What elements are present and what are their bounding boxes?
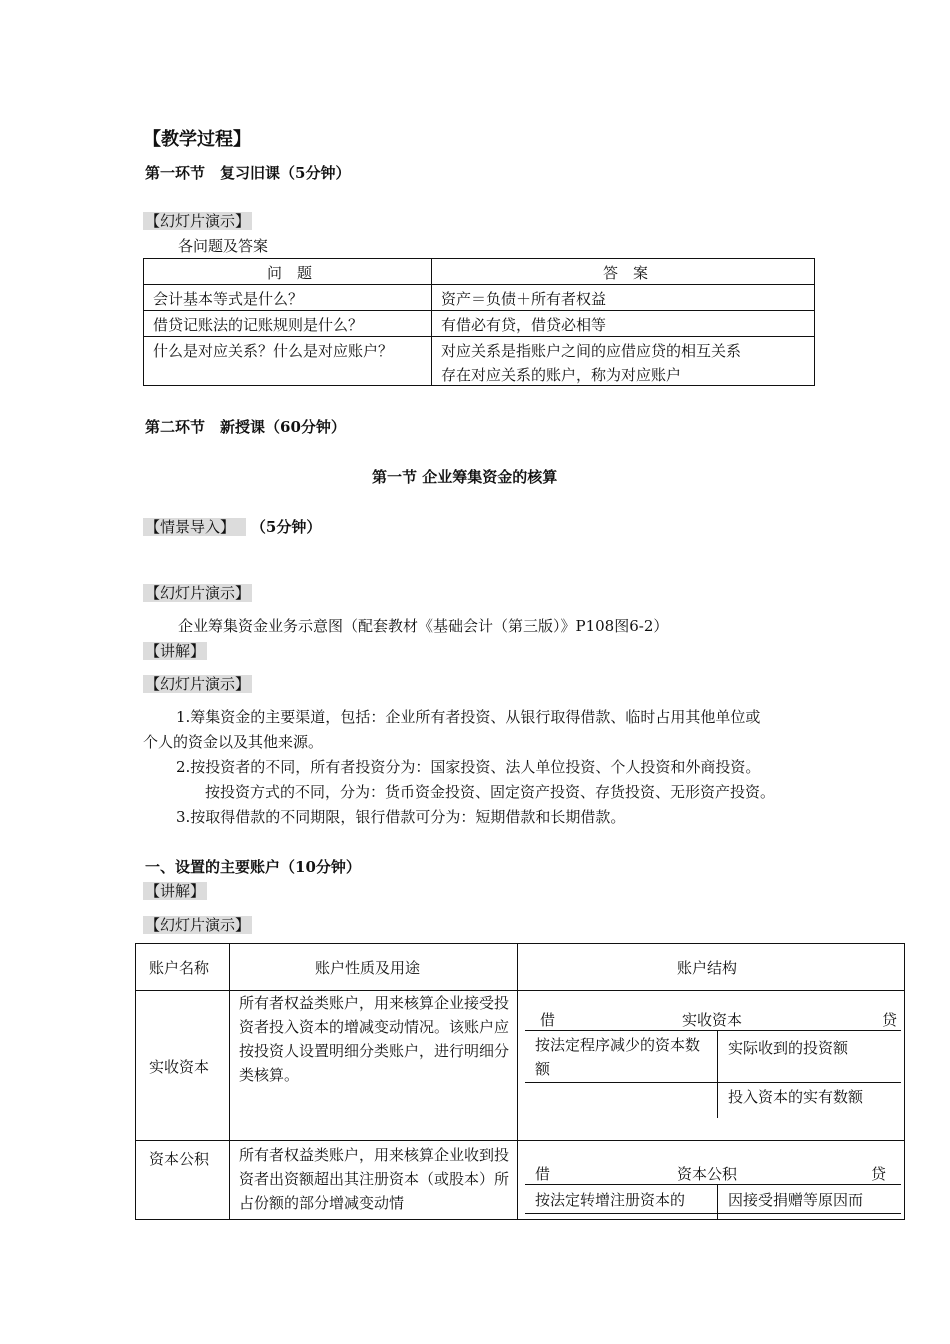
section-heading-review: 第一环节 复习旧课（5分钟） [145, 164, 351, 182]
explain-tag: 【讲解】 [145, 882, 206, 900]
account-name: 资本公积 [149, 1150, 210, 1168]
table-cell: 资产＝负债＋所有者权益 [441, 290, 607, 308]
t-account-balance: 投入资本的实有数额 [728, 1088, 864, 1106]
t-account [525, 1161, 901, 1219]
point-line: 1.筹集资金的主要渠道，包括：企业所有者投资、从银行取得借款、临时占用其他单位或 [176, 708, 761, 726]
table-header-structure: 账户结构 [677, 959, 738, 977]
table-cell: 借贷记账法的记账规则是什么？ [153, 316, 364, 334]
t-account-credit-label: 贷 [882, 1011, 898, 1029]
t-account-debit-label: 借 [535, 1165, 551, 1183]
table-intro: 各问题及答案 [178, 237, 269, 255]
point-line: 3.按取得借款的不同期限，银行借款可分为：短期借款和长期借款。 [176, 808, 626, 826]
account-description: 所有者权益类账户，用来核算企业接受投资者投入资本的增减变动情况。该账户应按投资人设置明细分类账户，进行明细分类核算。 [239, 994, 510, 1084]
table-cell: 什么是对应关系？什么是对应账户？ [153, 342, 394, 360]
table-header-answer: 答 案 [603, 264, 649, 282]
t-account-title: 资本公积 [677, 1165, 738, 1183]
table-header-nature: 账户性质及用途 [315, 959, 421, 977]
slide-tag: 【幻灯片演示】 [145, 675, 251, 693]
t-account-credit-entry: 实际收到的投资额 [728, 1039, 849, 1057]
table-cell: 有借必有贷，借贷必相等 [441, 316, 607, 334]
t-account [525, 1005, 901, 1125]
t-account-debit-entry: 按法定程序减少的资本数额 [535, 1036, 701, 1078]
t-account-debit-label: 借 [540, 1011, 556, 1029]
scene-tag-line: 【情景导入】 （5分钟） [145, 518, 322, 536]
table-cell: 存在对应关系的账户，称为对应账户 [441, 366, 682, 384]
table-cell: 对应关系是指账户之间的应借应贷的相互关系 [441, 342, 742, 360]
review-table [143, 258, 815, 386]
section-heading-new-lesson: 第二环节 新授课（60分钟） [145, 418, 346, 436]
slide-tag: 【幻灯片演示】 [145, 584, 251, 602]
t-account-credit-label: 贷 [871, 1165, 887, 1183]
t-account-title: 实收资本 [682, 1011, 743, 1029]
point-line: 2.按投资者的不同，所有者投资分为：国家投资、法人单位投资、个人投资和外商投资。 [176, 758, 761, 776]
account-name: 实收资本 [149, 1058, 210, 1076]
explain-tag: 【讲解】 [145, 642, 206, 660]
page-title: 【教学过程】 [143, 129, 251, 150]
account-description: 所有者权益类账户，用来核算企业收到投资者出资额超出其注册资本（或股本）所占份额的部分增减变动情 [239, 1146, 510, 1212]
slide-tag: 【幻灯片演示】 [145, 212, 251, 230]
slide-tag: 【幻灯片演示】 [145, 916, 251, 934]
point-line: 个人的资金以及其他来源。 [143, 733, 324, 751]
diagram-note: 企业筹集资金业务示意图（配套教材《基础会计（第三版）》P108图6-2） [178, 617, 669, 635]
accounts-table [135, 943, 905, 1220]
t-account-credit-entry: 因接受捐赠等原因而 [728, 1191, 864, 1209]
table-header-question: 问 题 [267, 264, 313, 282]
table-cell: 会计基本等式是什么？ [153, 290, 304, 308]
section-heading-accounts: 一、设置的主要账户（10分钟） [145, 858, 361, 876]
lesson-subtitle: 第一节 企业筹集资金的核算 [372, 468, 558, 486]
table-header-account-name: 账户名称 [149, 959, 210, 977]
t-account-debit-entry: 按法定转增注册资本的 [535, 1191, 686, 1209]
point-line: 按投资方式的不同，分为：货币资金投资、固定资产投资、存货投资、无形资产投资。 [205, 783, 776, 801]
